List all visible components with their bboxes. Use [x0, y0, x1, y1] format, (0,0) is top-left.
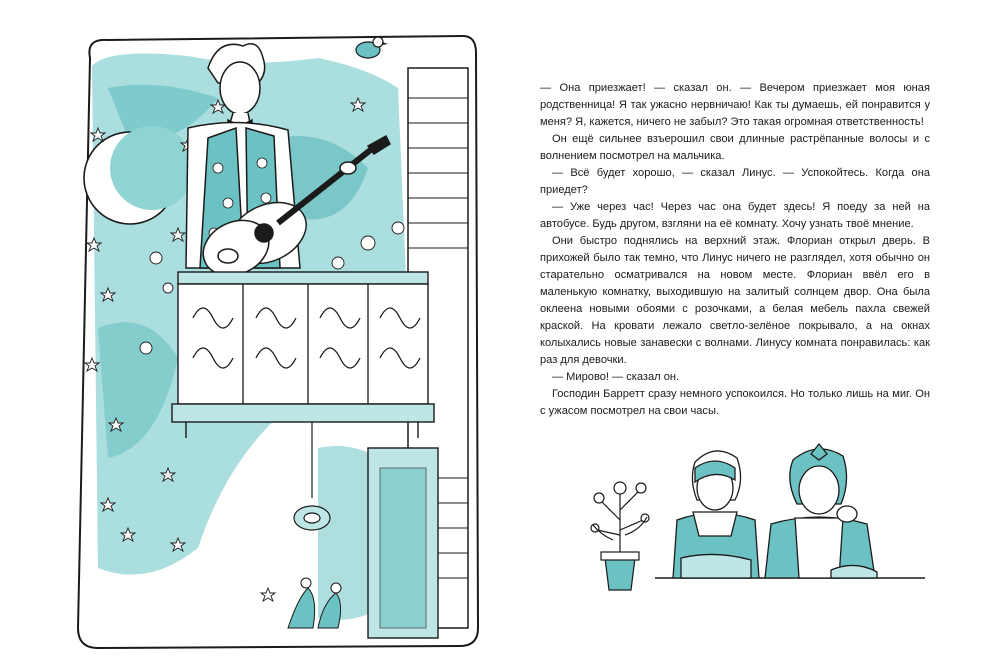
- paragraph: Господин Барретт сразу немного успокоился. Но только лишь на миг. Он с ужасом посмотрел на свои часы.: [540, 388, 930, 417]
- balcony-illustration: [68, 28, 480, 650]
- girl-right: [765, 444, 877, 578]
- paragraph: — Уже через час! Через час она будет здесь! Я поеду за ней на автобусе. Будь другом, взгляни на её комнату. Хочу узнать твоё мнение.: [540, 201, 930, 230]
- paragraph: — Она приезжает! — сказал он. — Вечером приезжает моя юная родственница! Я так ужасно нервничаю! Как ты думаешь, ей понравится у меня? Я, кажется, ничего не забыл? Это такая огромная ответственность!: [540, 82, 930, 128]
- flower-pot-icon: [591, 482, 649, 590]
- girls-illustration: [585, 440, 930, 600]
- paragraph: Они быстро поднялись на верхний этаж. Флориан открыл дверь. В прихожей было так темно, что Линус ничего не разглядел, хотя обычно он старательно осматривался на новом месте. Флориан ввёл его в маленькую комнатку, выходившую на залитый солнцем двор. Она была оклеена новыми обоями с розочками, а белая мебель пахла свежей краской. На кровати лежало светло-зелёное покрывало, а на окнах колыхались новые занавески с волнами. Линусу комната понравилась: как раз для девочки.: [540, 235, 930, 366]
- paragraph: — Мирово! — сказал он.: [552, 371, 680, 383]
- paragraph: Он ещё сильнее взъерошил свои длинные растрёпанные волосы и с волнением посмотрел на мальчика.: [540, 133, 930, 162]
- paragraph: — Всё будет хорошо, — сказал Линус. — Успокойтесь. Когда она приедет?: [540, 167, 930, 196]
- balcony-railing: [172, 272, 434, 438]
- girl-left: [673, 451, 759, 578]
- story-text: [540, 80, 930, 420]
